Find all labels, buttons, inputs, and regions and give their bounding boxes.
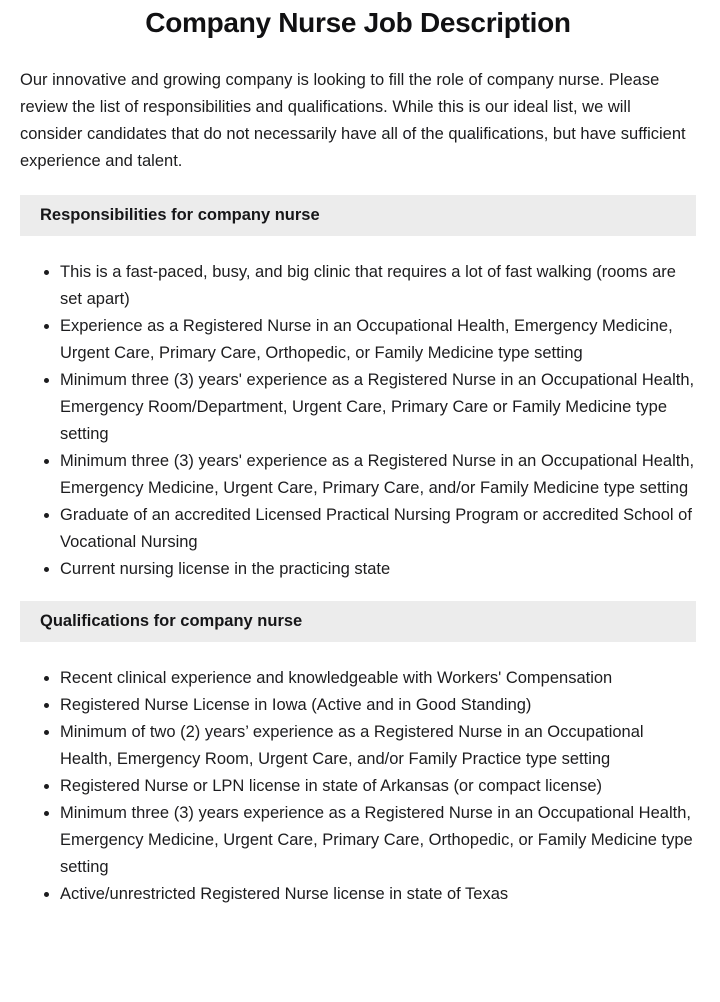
- qualifications-section: [20, 601, 696, 908]
- responsibilities-list-item: Graduate of an accredited Licensed Practical Nursing Program or accredited School of Vocational Nursing: [60, 502, 696, 556]
- qualifications-list-item: Minimum three (3) years experience as a Registered Nurse in an Occupational Health, Emergency Medicine, Urgent Care, Primary Care, Orthopedic, or Family Medicine type setting: [60, 800, 696, 881]
- page-title: Company Nurse Job Description: [145, 7, 571, 38]
- responsibilities-list-item: Minimum three (3) years' experience as a Registered Nurse in an Occupational Health, Emergency Medicine, Urgent Care, Primary Care, and/or Family Medicine type setting: [60, 448, 696, 502]
- responsibilities-list-item: Experience as a Registered Nurse in an Occupational Health, Emergency Medicine, Urgent Care, Primary Care, Orthopedic, or Family Medicine type setting: [60, 313, 696, 367]
- qualifications-list-item: Registered Nurse License in Iowa (Active and in Good Standing): [60, 692, 696, 719]
- responsibilities-list-item: Minimum three (3) years' experience as a Registered Nurse in an Occupational Health, Emergency Room/Department, Urgent Care, Primary Care or Family Medicine type setting: [60, 367, 696, 448]
- qualifications-list-item: Recent clinical experience and knowledgeable with Workers' Compensation: [60, 665, 696, 692]
- qualifications-list: [20, 665, 696, 908]
- qualifications-list-item: Active/unrestricted Registered Nurse license in state of Texas: [60, 881, 696, 908]
- qualifications-list-item: Registered Nurse or LPN license in state of Arkansas (or compact license): [60, 773, 696, 800]
- responsibilities-list-item: This is a fast-paced, busy, and big clinic that requires a lot of fast walking (rooms are set apart): [60, 259, 696, 313]
- qualifications-list-item: Minimum of two (2) years’ experience as a Registered Nurse in an Occupational Health, Emergency Room, Urgent Care, and/or Family Practice type setting: [60, 719, 696, 773]
- qualifications-section-heading: Qualifications for company nurse: [20, 601, 696, 642]
- responsibilities-section-heading: Responsibilities for company nurse: [20, 195, 696, 236]
- responsibilities-list-item: Current nursing license in the practicing state: [60, 556, 696, 583]
- responsibilities-section: [20, 195, 696, 583]
- intro-paragraph: Our innovative and growing company is looking to fill the role of company nurse. Please review the list of responsibilities and qualifications. While this is our ideal list, we will consider candidates that do not necessarily have all of the qualifications, but have sufficient experience and talent.: [20, 71, 686, 170]
- responsibilities-list: [20, 259, 696, 583]
